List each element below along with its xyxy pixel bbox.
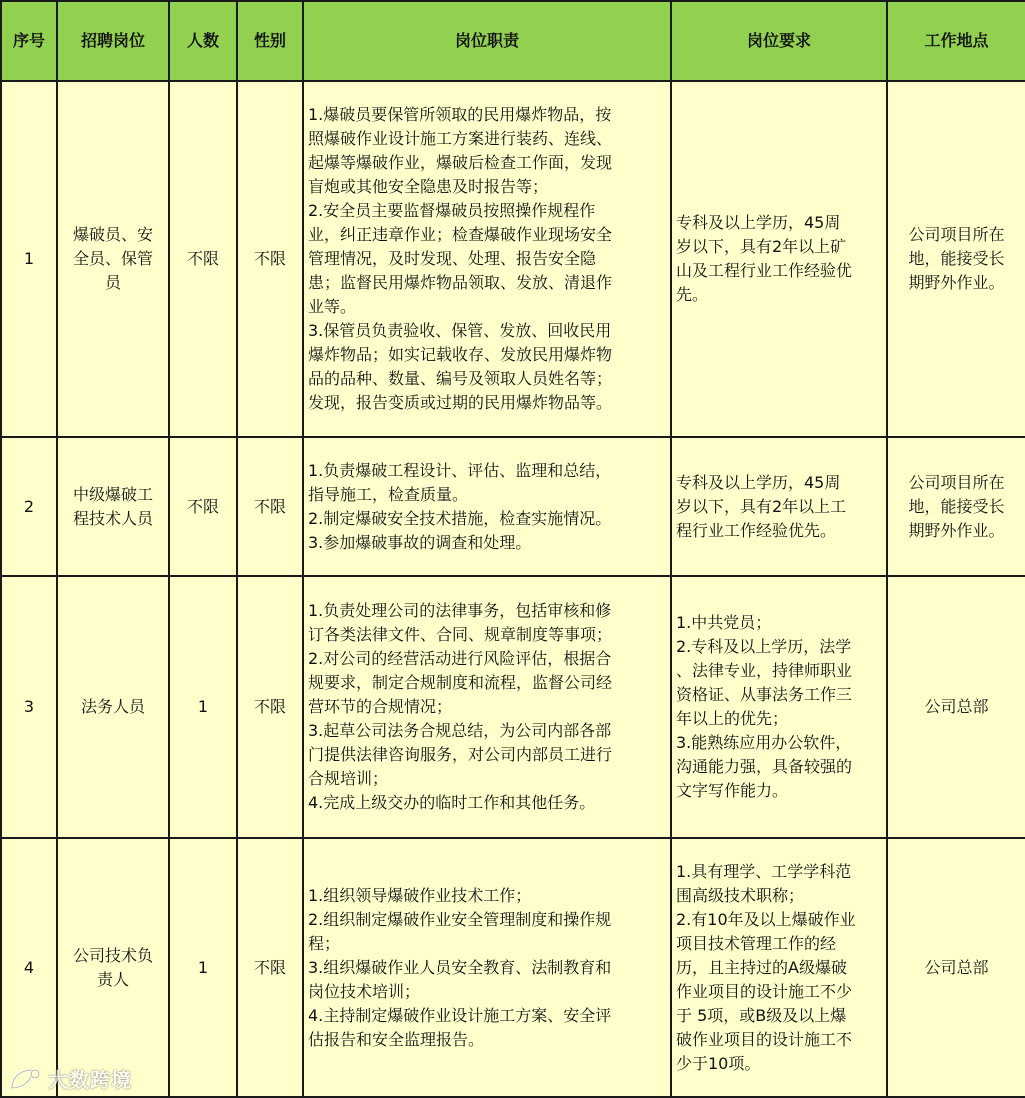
cell-location-line: 期野外作业。 [908,520,1005,540]
cell-count: 不限 [169,437,237,576]
cell-location-line: 期野外作业。 [908,273,1005,292]
cell-duties-line: 4.主持制定爆破作业设计施工方案、安全评 [308,1005,612,1025]
cell-requirements-line: 1.中共党员； [676,613,772,632]
cell-location-line: 公司项目所在 [908,472,1005,492]
table-row [1,576,1025,838]
cell-duties-line: 患；监督民用爆炸物品领取、发放、清退作 [308,273,613,292]
cell-duties-line: 2.对公司的经营活动进行风险评估，根据合 [308,649,612,668]
cell-position-line: 程技术人员 [72,508,153,528]
header-requirements: 岗位要求 [671,1,887,81]
cell-position-line: 员 [104,273,121,292]
cell-position [57,81,169,437]
cell-duties-line: 3.组织爆破作业人员安全教育、法制教育和 [308,957,612,977]
cell-duties-line: 营环节的合规情况； [308,697,453,716]
cell-duties-line: 1.爆破员要保管所领取的民用爆炸物品，按 [308,105,612,124]
cell-duties [303,838,671,1097]
cell-requirements-line: 1.具有理学、工学学科范 [676,861,852,881]
cell-requirements-line: 历，且主持过的A级爆破 [676,957,847,977]
cell-requirements-line: 项目技术管理工作的经 [676,933,837,953]
cell-duties-line: 3.保管员负责验收、保管、发放、回收民用 [308,321,612,340]
cell-requirements [671,576,887,838]
cell-requirements-line: 沟通能力强，具备较强的 [676,757,853,776]
cell-duties-line: 2.安全员主要监督爆破员按照操作规程作 [308,201,596,220]
cell-requirements-line: 山及工程行业工作经验优 [676,261,853,280]
header-count: 人数 [169,1,237,81]
cell-duties-line: 1.负责爆破工程设计、评估、监理和总结， [308,460,612,480]
cell-requirements-line: 2.有10年及以上爆破作业 [676,909,856,929]
cell-gender: 不限 [237,576,303,838]
cell-requirements [671,81,887,437]
cell-duties-line: 合规培训； [308,769,389,788]
cell-requirements-line: 少于10项。 [676,1053,761,1073]
cell-location-line: 公司总部 [924,957,989,977]
cell-duties-line: 规要求，制定合规制度和流程，监督公司经 [308,673,613,692]
watermark [8,1064,132,1093]
cell-duties-line: 照爆破作业设计施工方案进行装药、连线、 [308,129,613,148]
header-position: 招聘岗位 [57,1,169,81]
cell-requirements-line: 程行业工作经验优先。 [676,520,837,540]
cell-requirements-line: 资格证、从事法务工作三 [676,685,853,704]
cell-position [57,437,169,576]
cell-requirements-line: 文字写作能力。 [676,781,789,800]
cell-location-line: 地，能接受长 [908,249,1005,268]
header-no: 序号 [1,1,57,81]
cell-duties-line: 业，纠正违章作业；检查爆破作业现场安全 [308,225,613,244]
cell-position-line: 全员、保管 [72,249,153,268]
cell-position-line: 爆破员、安 [72,225,153,244]
cell-duties-line: 估报告和安全监理报告。 [308,1029,485,1049]
cell-location-line: 地，能接受长 [908,496,1005,516]
cell-duties [303,81,671,437]
cell-position-line: 中级爆破工 [72,484,153,504]
leaf-logo-icon [8,1066,44,1092]
cell-duties [303,437,671,576]
cell-duties-line: 程； [308,933,341,953]
cell-gender: 不限 [237,437,303,576]
cell-duties-line: 品的品种、数量、编号及领取人员姓名等； [308,369,613,388]
cell-location [887,437,1025,576]
cell-position-line: 法务人员 [80,697,145,716]
cell-requirements-line: 岁以下，具有2年以上工 [676,496,847,516]
cell-duties-line: 指导施工，检查质量。 [308,484,469,504]
cell-no: 3 [1,576,57,838]
cell-duties-line: 盲炮或其他安全隐患及时报告等； [308,177,549,196]
cell-duties-line: 爆炸物品；如实记载收存、发放民用爆炸物 [308,345,613,364]
cell-count: 1 [169,576,237,838]
watermark-text: 大数跨境 [48,1068,132,1092]
cell-location [887,81,1025,437]
cell-gender: 不限 [237,81,303,437]
table-row [1,437,1025,576]
cell-position-line: 公司技术负 [72,945,153,965]
cell-duties-line: 业等。 [308,297,357,316]
cell-duties-line: 起爆等爆破作业，爆破后检查工作面，发现 [308,153,613,172]
cell-requirements-line: 先。 [676,285,709,304]
cell-requirements-line: 专科及以上学历，45周 [676,472,841,492]
cell-count: 不限 [169,81,237,437]
cell-no: 4 [1,838,57,1097]
cell-requirements-line: 专科及以上学历，45周 [676,213,841,232]
cell-requirements-line: 作业项目的设计施工不少 [676,981,853,1001]
cell-location [887,838,1025,1097]
cell-duties-line: 3.起草公司法务合规总结，为公司内部各部 [308,721,612,740]
cell-requirements-line: 3.能熟练应用办公软件， [676,733,852,752]
cell-requirements-line: 2.专科及以上学历，法学 [676,637,852,656]
cell-duties-line: 发现，报告变质或过期的民用爆炸物品等。 [308,393,613,412]
cell-requirements-line: 、法律专业，持律师职业 [676,661,853,680]
cell-position-line: 责人 [96,969,129,989]
cell-no: 2 [1,437,57,576]
cell-duties-line: 1.组织领导爆破作业技术工作； [308,885,532,905]
cell-requirements-line: 于 5项，或B级及以上爆 [676,1005,847,1025]
cell-duties-line: 1.负责处理公司的法律事务，包括审核和修 [308,601,612,620]
cell-gender: 不限 [237,838,303,1097]
cell-no: 1 [1,81,57,437]
header-gender: 性别 [237,1,303,81]
cell-position [57,576,169,838]
table-row [1,838,1025,1097]
cell-location [887,576,1025,838]
cell-duties [303,576,671,838]
cell-duties-line: 2.制定爆破安全技术措施，检查实施情况。 [308,508,612,528]
cell-requirements-line: 年以上的优先； [676,709,789,728]
table-row [1,81,1025,437]
cell-requirements-line: 岁以下，具有2年以上矿 [676,237,847,256]
cell-duties-line: 订各类法律文件、合同、规章制度等事项； [308,625,613,644]
cell-duties-line: 2.组织制定爆破作业安全管理制度和操作规 [308,909,612,929]
cell-duties-line: 岗位技术培训； [308,981,421,1001]
cell-duties-line: 门提供法律咨询服务，对公司内部员工进行 [308,745,613,764]
cell-duties-line: 管理情况，及时发现、处理、报告安全隐 [308,249,597,268]
cell-requirements [671,437,887,576]
cell-duties-line: 3.参加爆破事故的调查和处理。 [308,532,532,552]
header-location: 工作地点 [887,1,1025,81]
cell-location-line: 公司总部 [924,697,989,716]
header-row [1,1,1025,81]
cell-requirements-line: 围高级技术职称； [676,885,805,905]
cell-count: 1 [169,838,237,1097]
cell-requirements [671,838,887,1097]
cell-duties-line: 4.完成上级交办的临时工作和其他任务。 [308,793,596,812]
cell-position [57,838,169,1097]
cell-requirements-line: 破作业项目的设计施工不 [676,1029,853,1049]
cell-location-line: 公司项目所在 [908,225,1005,244]
header-duties: 岗位职责 [303,1,671,81]
